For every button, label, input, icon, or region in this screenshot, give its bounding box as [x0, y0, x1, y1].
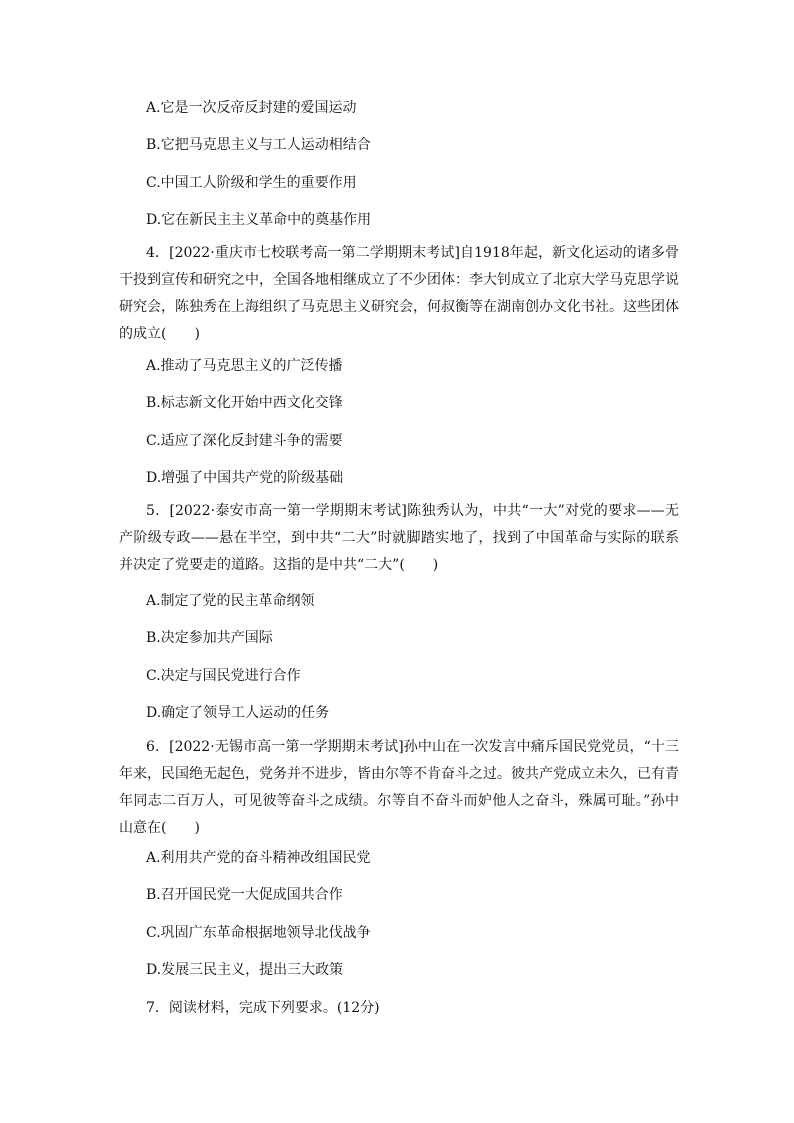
q3-option-b: B.它把马克思主义与工人运动相结合 — [146, 137, 371, 153]
q5-option-d: D.确定了领导工人运动的任务 — [146, 705, 330, 721]
q5-option-b: B.决定参加共产国际 — [146, 630, 273, 646]
q6-option-b: B.召开国民党一大促成国共合作 — [146, 887, 343, 903]
q6-option-a: A.利用共产党的奋斗精神改组国民党 — [146, 850, 371, 866]
q7-stem: 7．阅读材料，完成下列要求。(12分) — [146, 1000, 380, 1016]
q4-option-c: C.适应了深化反封建斗争的需要 — [146, 433, 343, 449]
q6-stem-text: 6．[2022·无锡市高一第一学期期末考试]孙中山在一次发言中痛斥国民党党员，“十三年来，民国绝无起色，党务并不进步，皆由尔等不肯奋斗之过。彼共产党成立未久，已有青年同志二百万人，可见彼等奋斗之成绩。尔等自不奋斗而妒他人之奋斗，殊属可耻。”孙中山意在( ) — [119, 739, 679, 836]
q5-stem — [119, 498, 679, 579]
q4-option-b: B.标志新文化开始中西文化交锋 — [146, 395, 343, 411]
q3-option-d: D.它在新民主主义革命中的奠基作用 — [146, 212, 372, 228]
q4-stem — [119, 240, 679, 348]
q4-option-d: D.增强了中国共产党的阶级基础 — [146, 470, 344, 486]
q5-stem-text: 5．[2022·泰安市高一第一学期期末考试]陈独秀认为，中共“一大”对党的要求——无产阶级专政——悬在半空，到中共“二大”时就脚踏实地了，找到了中国革命与实际的联系并决定了党要走的道路。这指的是中共“二大”( ) — [119, 503, 679, 573]
q6-option-d: D.发展三民主义，提出三大政策 — [146, 962, 344, 978]
q6-stem — [119, 734, 679, 842]
q3-option-a: A.它是一次反帝反封建的爱国运动 — [146, 100, 357, 116]
q5-option-c: C.决定与国民党进行合作 — [146, 668, 301, 684]
q6-option-c: C.巩固广东革命根据地领导北伐战争 — [146, 925, 371, 941]
q3-option-c: C.中国工人阶级和学生的重要作用 — [146, 175, 357, 191]
q5-option-a: A.制定了党的民主革命纲领 — [146, 593, 315, 609]
q4-option-a: A.推动了马克思主义的广泛传播 — [146, 358, 343, 374]
q4-stem-text: 4．[2022·重庆市七校联考高一第二学期期末考试]自1918年起，新文化运动的诸多骨干投到宣传和研究之中，全国各地相继成立了不少团体：李大钊成立了北京大学马克思学说研究会，陈独秀在上海组织了马克思主义研究会，何叔衡等在湖南创办文化书社。这些团体的成立( ) — [119, 245, 679, 342]
